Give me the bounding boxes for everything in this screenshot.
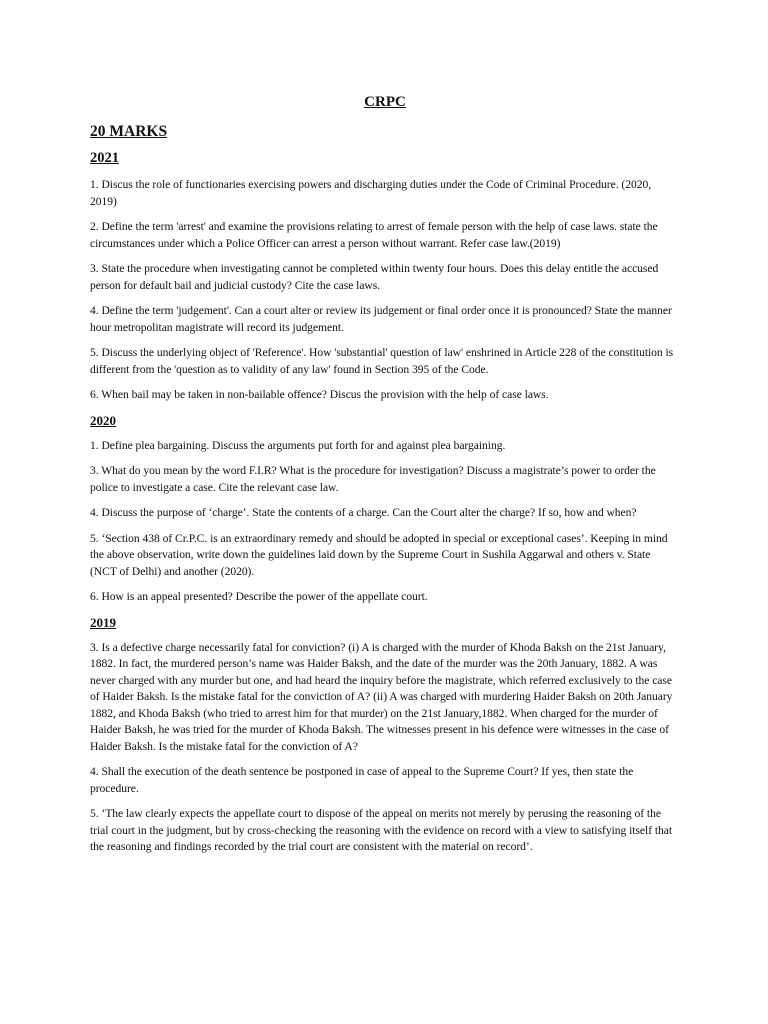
- question-item: 3. What do you mean by the word F.I.R? What is the procedure for investigation? Discuss a magistrate’s power to order the police to investigate a case. Cite the relevant case law.: [90, 464, 656, 494]
- question-item: 5. Discuss the underlying object of 'Reference'. How 'substantial' question of law' enshrined in Article 228 of the constitution is different from the 'question as to validity of any law' found in Section 395 of the Code.: [90, 346, 674, 376]
- question-item: 3. State the procedure when investigating cannot be completed within twenty four hours. Does this delay entitle the accused person for default bail and judicial custody? Cite the case laws.: [90, 262, 659, 292]
- document-title: CRPC: [364, 94, 406, 110]
- question-item: 5. ‘The law clearly expects the appellate court to dispose of the appeal on merits not merely by perusing the reasoning of the trial court in the judgment, but by cross-checking the reasoning with the evidence on record with a view to satisfying itself that the reasoning and findings recorded by the trial court are consistent with the material on record’.: [90, 807, 673, 853]
- question-item: 4. Define the term 'judgement'. Can a court alter or review its judgement or final order once it is pronounced? State the manner hour metropolitan magistrate will record its judgement.: [90, 304, 672, 334]
- year-heading: 2021: [90, 150, 119, 166]
- year-heading: 2020: [90, 412, 116, 428]
- question-item: 4. Shall the execution of the death sentence be postponed in case of appeal to the Supreme Court? If yes, then state the procedure.: [90, 765, 634, 795]
- section-2020: [90, 413, 674, 606]
- year-heading: 2019: [90, 614, 116, 630]
- question-item: 2. Define the term 'arrest' and examine the provisions relating to arrest of female person with the help of case laws. state the circumstances under which a Police Officer can arrest a person without warrant. Refer case law.(2019): [90, 220, 658, 250]
- question-item: 6. When bail may be taken in non-bailable offence? Discus the provision with the help of case laws.: [90, 388, 549, 401]
- section-2019: [90, 615, 674, 856]
- question-item: 3. Is a defective charge necessarily fatal for conviction? (i) A is charged with the murder of Khoda Baksh on the 21st January, 1882. In fact, the murdered person’s name was Haider Baksh, and the date of the murder was the 20th January, 1882. A was never charged with any murder but one, and had heard the inquiry before the magistrate, which referred exclusively to the case of Haider Baksh. Is the mistake fatal for the conviction of A? (ii) A was charged with murdering Haider Baksh on 20th January 1882, and Khoda Baksh (who tried to arrest him for that murder) on the 21st January,1882. When charged for the murder of Haider Baksh, he was tried for the murder of Khoda Baksh. The witnesses present in his defence were witnesses in the case of Haider Baksh. Is the mistake fatal for the conviction of A?: [90, 640, 673, 753]
- question-item: 1. Define plea bargaining. Discuss the arguments put forth for and against plea bargaining.: [90, 438, 506, 452]
- question-item: 6. How is an appeal presented? Describe the power of the appellate court.: [90, 590, 428, 603]
- section-2021: [90, 150, 674, 404]
- question-item: 5. ‘Section 438 of Cr.P.C. is an extraordinary remedy and should be adopted in special or exceptional cases’. Keeping in mind the above observation, write down the guidelines laid down by the Supreme Court in Sushila Aggarwal and others v. State (NCT of Delhi) and another (2020).: [90, 531, 668, 578]
- question-item: 4. Discuss the purpose of ‘charge’. State the contents of a charge. Can the Court alter the charge? If so, how and when?: [90, 506, 637, 519]
- marks-heading: 20 MARKS: [90, 123, 168, 140]
- question-item: 1. Discus the role of functionaries exercising powers and discharging duties under the Code of Criminal Procedure. (2020, 2019): [90, 178, 652, 208]
